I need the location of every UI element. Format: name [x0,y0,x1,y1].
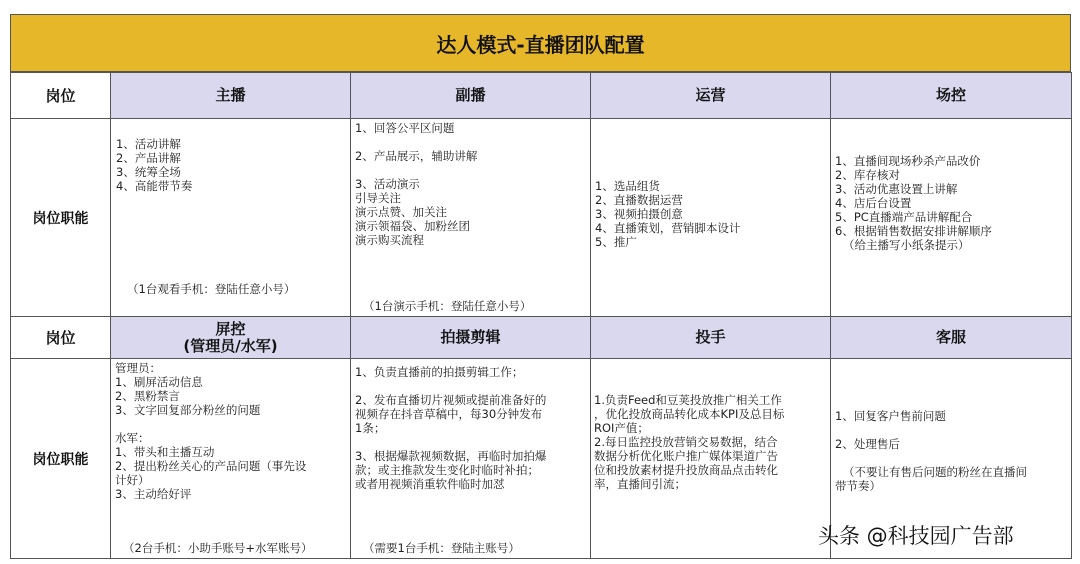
header-anchor: 主播 [111,73,351,119]
duty-line: 位和投放素材提升投放商品点击转化 [594,463,778,477]
duty-line: 数据分析优化账户推广媒体渠道广告 [594,449,778,463]
duty-line: 2、处理售后 [835,437,900,451]
row-label-function: 岗位职能 [11,359,111,559]
function-row-1 [11,119,1072,317]
duty-line: 2、直播数据运营 [595,193,683,207]
duty-line: 2.每日监控投放营销交易数据，结合 [594,435,778,449]
duty-line: 1、活动讲解 [116,137,181,151]
duty-line: 2、发布直播切片视频或提前准备好的 [355,393,547,407]
duty-line: 3、活动演示 [355,177,420,191]
editing-note: （需要1台手机：登陆主账号） [363,541,520,555]
duty-line: 1.负责Feed和豆荚投放推广相关工作 [594,393,782,407]
duty-line: 3、活动优惠设置上讲解 [835,182,958,196]
header-operation: 运营 [591,73,831,119]
duty-line: 6、根据销售数据安排讲解顺序 [835,224,992,238]
duty-line: 2、黑粉禁言 [115,389,180,403]
duty-line: 2、提出粉丝关心的产品问题（事先设 [115,459,307,473]
header-field-control: 场控 [831,73,1072,119]
duty-line: ，优化投放商品转化成本KPI及总目标 [594,407,785,421]
duty-line: 3、主动给好评 [115,487,192,501]
header-editing: 拍摄剪辑 [351,317,591,359]
duty-line: 款；或主推款发生变化时临时补拍； [355,463,539,477]
row-label-position: 岗位 [11,317,111,359]
duty-line: 3、文字回复部分粉丝的问题 [115,403,261,417]
duty-line: 带节奏） [835,479,881,493]
duty-line: 4、高能带节奏 [116,179,193,193]
editing-duties [351,359,591,559]
duty-line: 1、直播间现场秒杀产品改价 [835,154,981,168]
duty-line: 2、产品讲解 [116,151,181,165]
field-control-duties [831,119,1072,317]
moderator-duties [111,359,351,559]
sub-anchor-duties [351,119,591,317]
anchor-duties [111,119,351,317]
duty-line: 4、直播策划，营销脚本设计 [595,221,741,235]
header-moderator-line: 屏控 [215,319,246,338]
duty-line: 3、视频拍摄创意 [595,207,683,221]
page-title: 达人模式-直播团队配置 [10,14,1071,72]
duty-line: 1、选品组货 [595,179,660,193]
duty-line: （不要让有售后问题的粉丝在直播间 [843,465,1027,479]
operation-duties [591,119,831,317]
header-service: 客服 [831,317,1072,359]
ads-duties [591,359,831,559]
duty-line: 水军： [115,431,150,445]
header-row-1 [11,73,1072,119]
duty-line: 或者用视频消重软件临时加怼 [355,477,505,491]
header-row-2 [11,317,1072,359]
duty-line: 视频存在抖音草稿中，每30分钟发布 [355,407,543,421]
duty-line: 演示点赞、加关注 [355,205,447,219]
duty-line: 计好） [115,473,150,487]
header-ads: 投手 [591,317,831,359]
duty-line: 1、刷屏活动信息 [115,375,203,389]
duty-line: 3、统筹全场 [116,165,181,179]
row-label-function: 岗位职能 [11,119,111,317]
duty-line: 引导关注 [355,191,401,205]
duty-line: 演示领福袋、加粉丝团 [355,219,470,233]
duty-line: （给主播写小纸条提示） [843,238,970,252]
watermark: 头条 @科技园广告部 [818,524,1014,548]
row-label-position: 岗位 [11,73,111,119]
duty-line: 1、回答公平区问题 [355,121,455,135]
header-moderator-line: (管理员/水军) [183,336,278,355]
duty-line: 3、根据爆款视频数据，再临时加拍爆 [355,449,547,463]
duty-line: 1、带头和主播互动 [115,445,215,459]
header-sub-anchor: 副播 [351,73,591,119]
duty-line: 1、负责直播前的拍摄剪辑工作； [355,365,524,379]
moderator-note: （2台手机：小助手账号+水军账号） [123,541,313,555]
duty-line: 率，直播间引流； [594,477,686,491]
duty-line: 1、回复客户售前问题 [835,409,946,423]
duty-line: 5、PC直播端产品讲解配合 [835,210,973,224]
duty-line: 1条； [355,421,386,435]
anchor-note: （1台观看手机：登陆任意小号） [127,282,296,296]
duty-line: 2、产品展示，辅助讲解 [355,149,478,163]
duty-line: 演示购买流程 [355,233,424,247]
sub-anchor-note: （1台演示手机：登陆任意小号） [363,299,532,313]
duty-line: ROI产值； [594,421,649,435]
duty-line: 5、推广 [595,235,637,249]
team-config-table [10,72,1072,559]
duty-line: 2、库存核对 [835,168,900,182]
duty-line: 4、店后台设置 [835,196,912,210]
header-moderator [111,317,351,359]
duty-line: 管理员： [115,361,161,375]
